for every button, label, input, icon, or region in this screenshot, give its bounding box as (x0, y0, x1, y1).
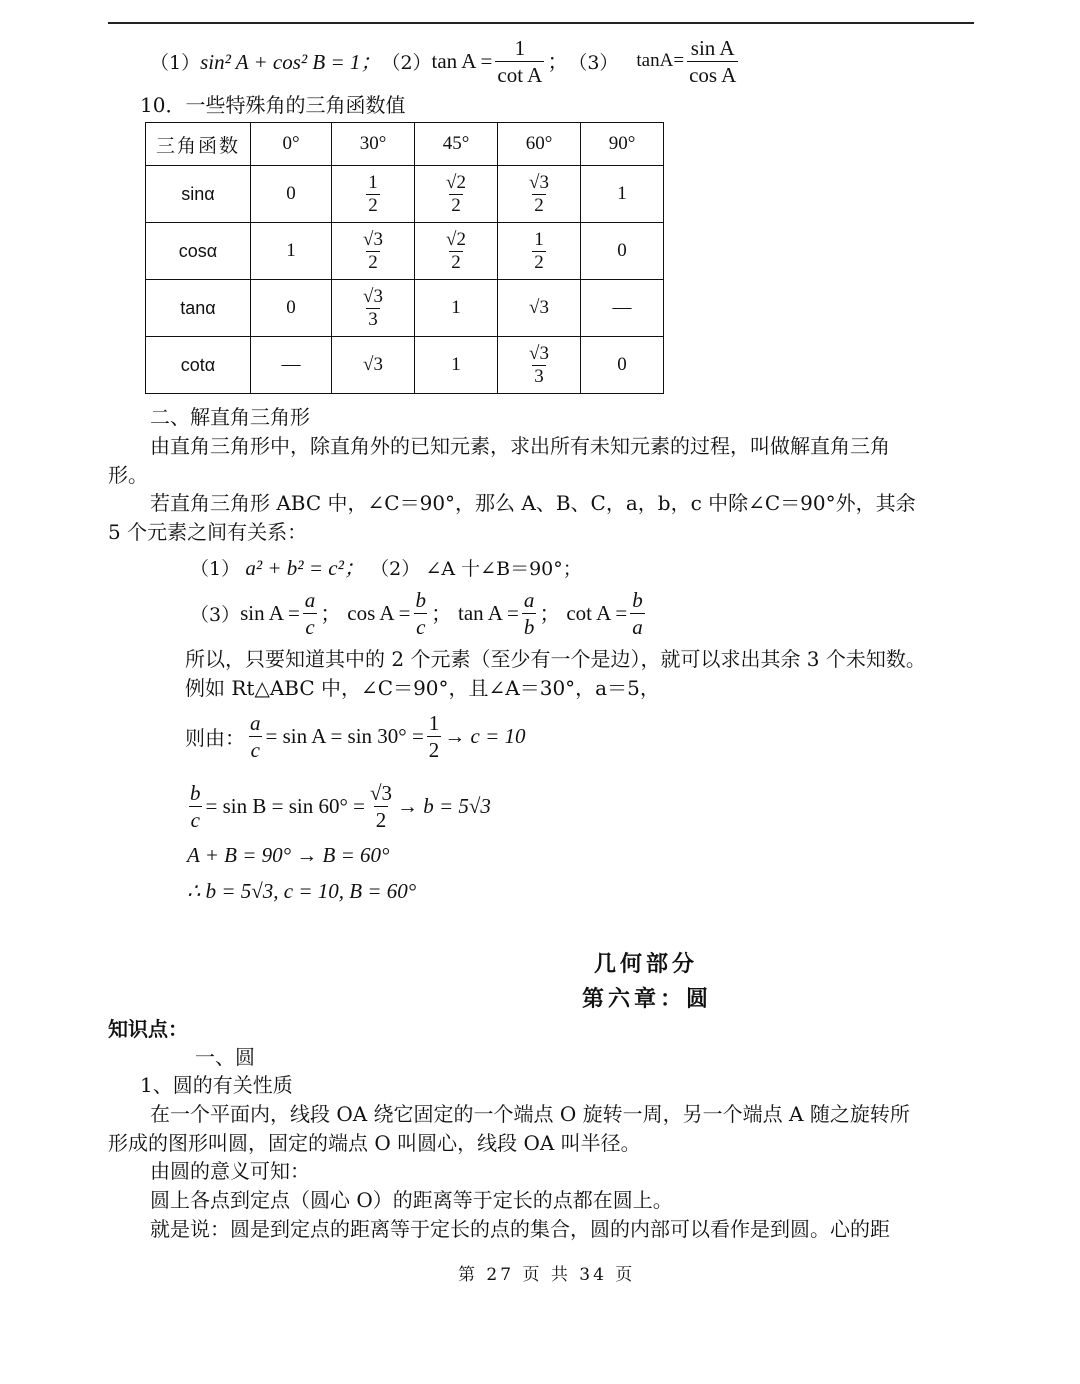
table-cell (415, 223, 498, 280)
circle-definition-cont: 形成的图形叫圆，固定的端点 O 叫圆心，线段 OA 叫半径。 (108, 1131, 641, 1155)
table-cell (498, 166, 581, 223)
part2-paragraph-1-cont: 形。 (108, 463, 148, 487)
subsection-circle: 一、圆 (195, 1045, 255, 1069)
table-header-cell: 60° (498, 123, 581, 166)
table-row (146, 223, 664, 280)
fraction-denominator: cos A (689, 62, 737, 87)
relation-1: a² + b² = c²； (245, 556, 365, 580)
equation-2-result: → b = 5√3 (396, 793, 491, 818)
fraction-numerator: b (190, 780, 201, 805)
table-row (146, 337, 664, 394)
cell-denominator: 3 (368, 308, 378, 330)
circle-definition: 在一个平面内，线段 OA 绕它固定的一个端点 O 旋转一周，另一个端点 A 随之旋转所 (150, 1102, 910, 1126)
relation-2: ∠A 十∠B＝90°； (425, 558, 582, 580)
fraction-numerator: a (304, 587, 316, 612)
cell-denominator: 2 (451, 251, 461, 273)
table-header-row (146, 123, 664, 166)
cell-numerator: √3 (363, 285, 383, 307)
geometry-heading: 几何部分 (594, 951, 699, 977)
circle-set-definition: 就是说：圆是到定点的距离等于定长的点的集合，圆的内部可以看作是到圆。心的距 (150, 1217, 890, 1241)
fraction-numerator: sin A (690, 35, 735, 60)
sin-def-lhs: sin A = (240, 600, 300, 625)
table-cell: 0 (581, 337, 664, 394)
equation-1-result: → c = 10 (444, 723, 526, 748)
table-cell: √3 (332, 337, 415, 394)
cell-denominator: 2 (534, 251, 544, 273)
fraction-denominator: c (416, 614, 426, 639)
equation-1-fraction (248, 712, 263, 761)
equation-2 (185, 775, 491, 837)
table-header-cell: 0° (251, 123, 332, 166)
circle-property: 圆上各点到定点（圆心 O）的距离等于定长的点都在圆上。 (150, 1188, 673, 1212)
section-10-title: 10．一些特殊角的三角函数值 (140, 93, 406, 117)
relation-1-line (190, 552, 582, 582)
equation-2-mid: = sin B = sin 60° = (205, 793, 365, 818)
row-label: tanα (146, 280, 251, 337)
fraction-denominator: c (190, 807, 200, 832)
fraction-numerator: a (523, 587, 535, 612)
formula-1: sin² A + cos² B = 1； (200, 50, 382, 74)
row-label: sinα (146, 166, 251, 223)
part2-paragraph-1: 由直角三角形中，除直角外的已知元素，求出所有未知元素的过程，叫做解直角三角 (150, 434, 890, 458)
equation-3: A + B = 90° → B = 60° (187, 843, 390, 867)
part2-paragraph-2-cont: 5 个元素之间有关系： (108, 520, 308, 544)
row-label: cosα (146, 223, 251, 280)
knowledge-label: 知识点： (108, 1017, 188, 1041)
table-cell (415, 166, 498, 223)
fraction-denominator: cot A (497, 62, 543, 87)
part2-example: 例如 Rt△ABC 中，∠C＝90°，且∠A＝30°，a＝5， (185, 676, 660, 700)
fraction-denominator: c (305, 614, 315, 639)
equation-1-value-fraction (427, 712, 442, 761)
chapter-heading: 第六章：圆 (582, 986, 713, 1012)
table-cell: 0 (251, 280, 332, 337)
table-cell: 0 (581, 223, 664, 280)
fraction-numerator: √3 (369, 780, 392, 805)
fraction-denominator: c (250, 737, 260, 762)
fraction-denominator: a (632, 614, 643, 639)
tan-def-fraction (522, 589, 537, 638)
special-angle-table (145, 122, 664, 394)
page-footer: 第 27 页 共 34 页 (458, 1265, 636, 1285)
formula-2-lhs: tan A = (431, 48, 493, 73)
part2-paragraph-3: 所以，只要知道其中的 2 个元素（至少有一个是边），就可以求出其余 3 个未知数。 (185, 647, 926, 671)
relation-3-line (190, 583, 648, 643)
top-rule (108, 22, 974, 24)
formula-3-fraction (687, 37, 738, 86)
relation-3-label: （3） (190, 603, 241, 626)
row-label: cotα (146, 337, 251, 394)
part2-title: 二、解直角三角形 (150, 405, 310, 429)
table-header-cell: 90° (581, 123, 664, 166)
table-cell (498, 337, 581, 394)
formula-2-fraction (495, 37, 544, 86)
equation-1 (185, 705, 526, 767)
table-cell: √3 (498, 280, 581, 337)
cell-numerator: √2 (446, 171, 466, 193)
circle-meaning: 由圆的意义可知： (150, 1159, 310, 1183)
formula-3-lhs: tanA= (636, 50, 685, 71)
table-header-cell: 三角函数 (146, 123, 251, 166)
table-cell: 1 (415, 280, 498, 337)
equation-2-fraction (188, 782, 203, 831)
cell-denominator: 3 (534, 365, 544, 387)
fraction-denominator: 2 (375, 807, 387, 832)
table-header-cell: 45° (415, 123, 498, 166)
equation-1-prefix: 则由： (185, 725, 245, 750)
cot-def-lhs: cot A = (566, 600, 628, 625)
part2-paragraph-2: 若直角三角形 ABC 中，∠C＝90°，那么 A、B、C，a，b，c 中除∠C＝90°外，其余 (150, 491, 916, 515)
cell-numerator: √3 (529, 342, 549, 364)
separator: ； (539, 602, 561, 626)
cos-def-fraction (413, 589, 428, 638)
cot-def-fraction (630, 589, 645, 638)
separator: ； (430, 602, 452, 626)
tan-def-lhs: tan A = (457, 600, 519, 625)
formula-1-label: （1） (150, 51, 201, 74)
separator: ； (320, 602, 342, 626)
table-cell: 1 (251, 223, 332, 280)
table-cell (332, 166, 415, 223)
relation-1-label: （1） (190, 558, 241, 580)
fraction-numerator: 1 (428, 710, 440, 735)
subsection-properties: 1、圆的有关性质 (140, 1073, 293, 1097)
cell-denominator: 2 (451, 194, 461, 216)
table-cell: 1 (581, 166, 664, 223)
table-cell (332, 280, 415, 337)
cell-denominator: 2 (368, 251, 378, 273)
equation-2-value-fraction (368, 782, 394, 831)
equation-4: ∴ b = 5√3, c = 10, B = 60° (187, 879, 417, 903)
formula-3-label: （3） (568, 51, 619, 74)
equation-1-mid: = sin A = sin 30° = (265, 723, 424, 748)
cell-numerator: √3 (363, 228, 383, 250)
fraction-denominator: b (523, 614, 535, 639)
fraction-denominator: 2 (428, 737, 440, 762)
cell-denominator: 2 (368, 194, 378, 216)
relation-2-label: （2） (370, 558, 421, 580)
cell-numerator: √3 (529, 171, 549, 193)
fraction-numerator: b (632, 587, 643, 612)
formula-2-label: （2） (381, 51, 432, 74)
fraction-numerator: b (415, 587, 426, 612)
table-cell: — (251, 337, 332, 394)
fraction-numerator: a (250, 710, 261, 735)
table-cell (498, 223, 581, 280)
separator: ； (547, 50, 569, 74)
cos-def-lhs: cos A = (347, 600, 411, 625)
top-formula-line (150, 30, 741, 92)
table-header-cell: 30° (332, 123, 415, 166)
table-cell (332, 223, 415, 280)
table-cell: 0 (251, 166, 332, 223)
table-row (146, 280, 664, 337)
cell-numerator: 1 (368, 171, 378, 193)
table-cell: — (581, 280, 664, 337)
cell-numerator: √2 (446, 228, 466, 250)
sin-def-fraction (303, 589, 318, 638)
cell-denominator: 2 (534, 194, 544, 216)
table-cell: 1 (415, 337, 498, 394)
table-row (146, 166, 664, 223)
cell-numerator: 1 (534, 228, 544, 250)
fraction-numerator: 1 (514, 35, 526, 60)
